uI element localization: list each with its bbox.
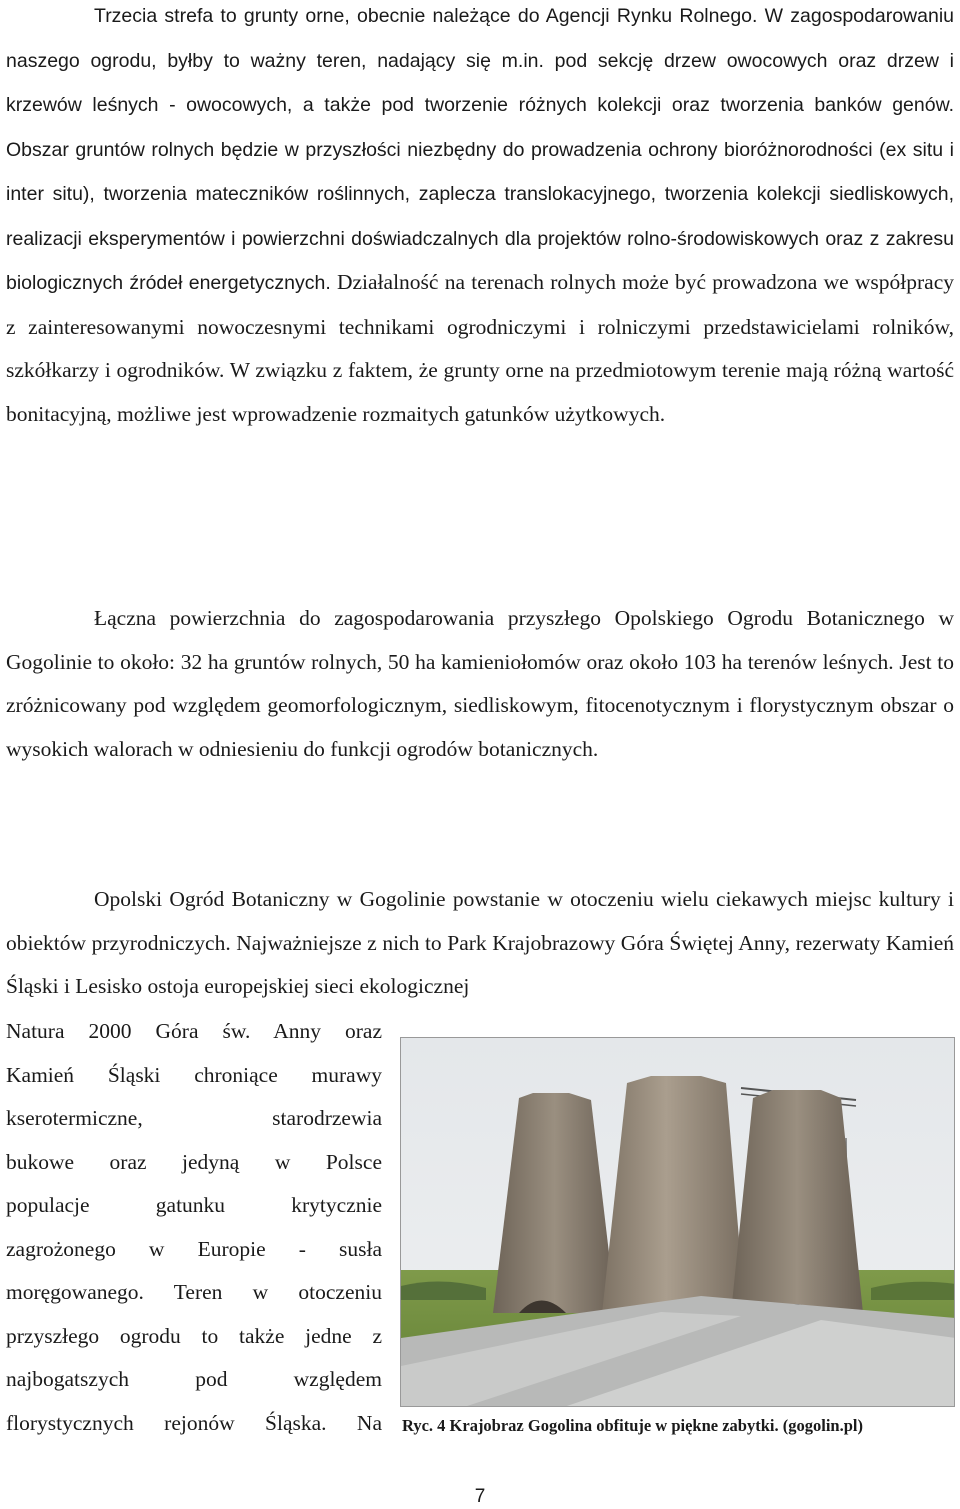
paragraph-text: Łączna powierzchnia do zagospodarowania przyszłego Opolskiego Ogrodu Botanicznego w Gogolinie to około: 32 ha gruntów rolnych, 50 ha kamieniołomów oraz około 103 ha terenów leśnych. Jest to zróżnicowany pod względem geomorfologicznym, siedliskowym, fitocenotycznym i florystycznym obszar o wysokich walorach w odniesieniu do funkcji ogrodów botanicznych. [6,606,954,761]
paragraph-part-a: Trzecia strefa to grunty orne, obecnie należące do Agencji Rynku Rolnego. W zagospodarowaniu naszego ogrodu, byłby to ważny teren, nadający się m.in. pod sekcję drzew owocowych oraz drzew i krzewów leśnych - owocowych, a także pod tworzenie różnych kolekcji oraz tworzenia banków genów. [6,5,954,116]
paragraph-surroundings [6,878,954,1009]
text-line: przyszłego ogrodu to także jedne z [6,1323,382,1348]
text-line: Natura 2000 Góra św. Anny oraz [6,1019,382,1043]
paragraph-natura-2000 [6,1010,382,1445]
text-line: kserotermiczne, starodrzewia [6,1106,382,1130]
paragraph-agricultural-zone [6,0,954,436]
paragraph-total-area [6,597,954,771]
figure-caption: Ryc. 4 Krajobraz Gogolina obfituje w piękne zabytki. (gogolin.pl) [402,1416,863,1435]
text-line: moręgowanego. Teren w otoczeniu [6,1280,382,1304]
text-line: florystycznych rejonów Śląska. Na [6,1410,382,1435]
paragraph-part-b: Obszar gruntów rolnych będzie w przyszłości niezbędny do prowadzenia ochrony bioróżnorodności (ex situ i inter situ), tworzenia mateczników roślinnych, zaplecza translokacyjnego, tworzenia kolekcji siedliskowych, realizacji eksperymentów i powierzchni doświadczalnych dla projektów rolno-środowiskowych oraz z zakresu biologicznych źródeł energetycznych. [6,138,954,294]
page-number: 7 [474,1486,486,1507]
text-line: najbogatszych pod względem [6,1367,382,1391]
text-line: populacje gatunku krytycznie [6,1193,382,1217]
text-line: bukowe oraz jedyną w Polsce [6,1149,382,1174]
lime-kilns-photo [400,1037,955,1407]
text-line: zagrożonego w Europie - susła [6,1236,382,1261]
text-line: Kamień Śląski chroniące murawy [6,1062,382,1087]
paragraph-text: Opolski Ogród Botaniczny w Gogolinie powstanie w otoczeniu wielu ciekawych miejsc kultury i obiektów przyrodniczych. Najważniejsze z nich to Park Krajobrazowy Góra Świętej Anny, rezerwaty Kamień Śląski i Lesisko ostoja europejskiej sieci ekologicznej [6,887,954,998]
paragraph-part-c: Działalność na terenach rolnych może być prowadzona we współpracy z zainteresowanymi nowoczesnymi technikami ogrodniczymi i rolniczymi przedstawicielami rolników, szkółkarzy i ogrodników. W związku z faktem, że grunty orne na przedmiotowym terenie mają różną wartość bonitacyjną, możliwe jest wprowadzenie rozmaitych gatunków użytkowych. [6,270,954,426]
